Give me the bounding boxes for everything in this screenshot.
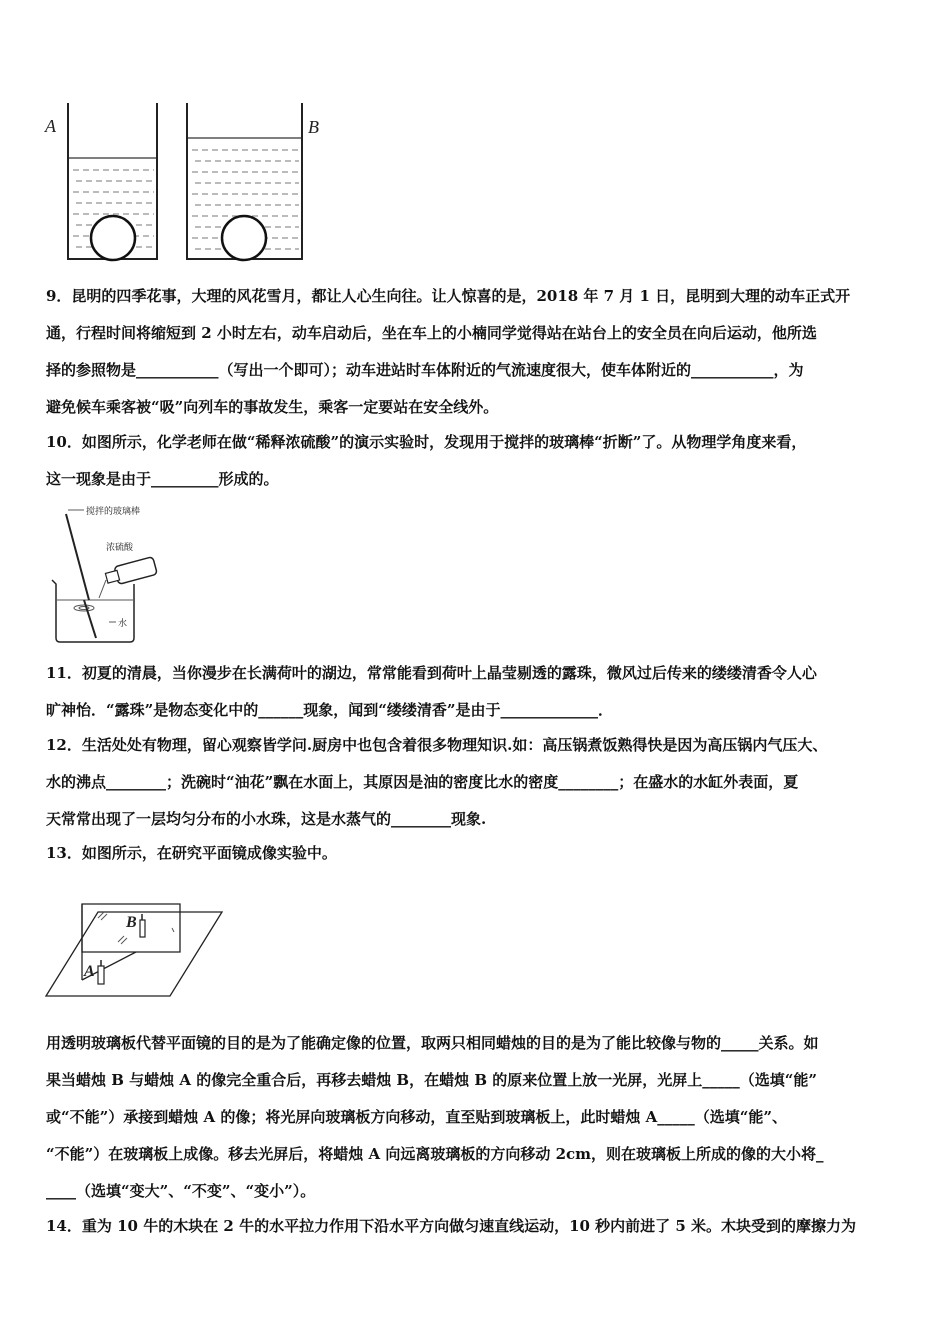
label-water: 水 — [118, 618, 128, 628]
label-acid: 浓硫酸 — [106, 542, 134, 552]
question-11 — [46, 655, 908, 729]
question-12 — [46, 727, 908, 838]
label-a: A — [45, 116, 56, 136]
text-line: 12．生活处处有物理，留心观察皆学问.厨房中也包含着很多物理知识.如：高压锅煮饭熟得快是因为高压锅内气压大、 — [46, 736, 828, 754]
question-14 — [46, 1208, 908, 1245]
text-line: “不能”）在玻璃板上成像。移去光屏后，将蜡烛 A 向远离玻璃板的方向移动 2cm，则在玻璃板上所成的像的大小将_ — [46, 1145, 824, 1163]
question-13 — [46, 1025, 908, 1210]
text-line: 10．如图所示，化学老师在做“稀释浓硫酸”的演示实验时，发现用于搅拌的玻璃棒“折断”了。从物理学角度来看， — [46, 433, 807, 451]
question-9 — [46, 278, 908, 426]
text-line: 11．初夏的清晨，当你漫步在长满荷叶的湖边，常常能看到荷叶上晶莹剔透的露珠，微风过后传来的缕缕清香令人心 — [46, 664, 817, 682]
text-line: 或“不能”）承接到蜡烛 A 的像；将光屏向玻璃板方向移动，直至贴到玻璃板上，此时蜡烛 A_____（选填“能”、 — [46, 1108, 787, 1126]
text-line: 择的参照物是___________（写出一个即可）；动车进站时车体附近的气流速度很大，使车体附近的___________，为 — [46, 361, 804, 379]
text-line: 旷神怡．“露珠”是物态变化中的______现象，闻到“缕缕清香”是由于_____________． — [46, 701, 614, 719]
text-line: 避免候车乘客被“吸”向列车的事故发生，乘客一定要站在安全线外。 — [46, 398, 499, 416]
text-line: 用透明玻璃板代替平面镜的目的是为了能确定像的位置，取两只相同蜡烛的目的是为了能比较像与物的_____关系。如 — [46, 1034, 819, 1052]
figure-containers — [40, 95, 340, 265]
text-line: 天常常出现了一层均匀分布的小水珠，这是水蒸气的________现象. — [46, 810, 487, 828]
figure-stirring-rod — [44, 502, 174, 647]
question-13-intro — [46, 835, 908, 872]
figure-plane-mirror — [40, 892, 230, 1004]
label-b: B — [308, 117, 319, 137]
text-line: 果当蜡烛 B 与蜡烛 A 的像完全重合后，再移去蜡烛 B，在蜡烛 B 的原来位置上放一光屏，光屏上_____（选填“能” — [46, 1071, 817, 1089]
text-line: 9．昆明的四季花事，大理的风花雪月，都让人心生向往。让人惊喜的是，2018 年 7 月 1 日，昆明到大理的动车正式开 — [46, 287, 851, 305]
label-stirring-rod: 搅拌的玻璃棒 — [86, 506, 141, 516]
text-line: ____（选填“变大”、“不变”、“变小”）。 — [46, 1182, 316, 1200]
question-10 — [46, 424, 908, 498]
text-line: 这一现象是由于_________形成的。 — [46, 470, 279, 488]
label-candle-b: B — [126, 914, 137, 931]
text-line: 水的沸点________；洗碗时“油花”飘在水面上，其原因是油的密度比水的密度________；在盛水的水缸外表面，夏 — [46, 773, 799, 791]
label-candle-a: A — [84, 963, 95, 980]
text-line: 通，行程时间将缩短到 2 小时左右，动车启动后，坐在车上的小楠同学觉得站在站台上的安全员在向后运动，他所选 — [46, 324, 817, 342]
text-line: 13．如图所示，在研究平面镜成像实验中。 — [46, 844, 337, 862]
text-line: 14．重为 10 牛的木块在 2 牛的水平拉力作用下沿水平方向做匀速直线运动，10 秒内前进了 5 米。木块受到的摩擦力为 — [46, 1217, 857, 1235]
